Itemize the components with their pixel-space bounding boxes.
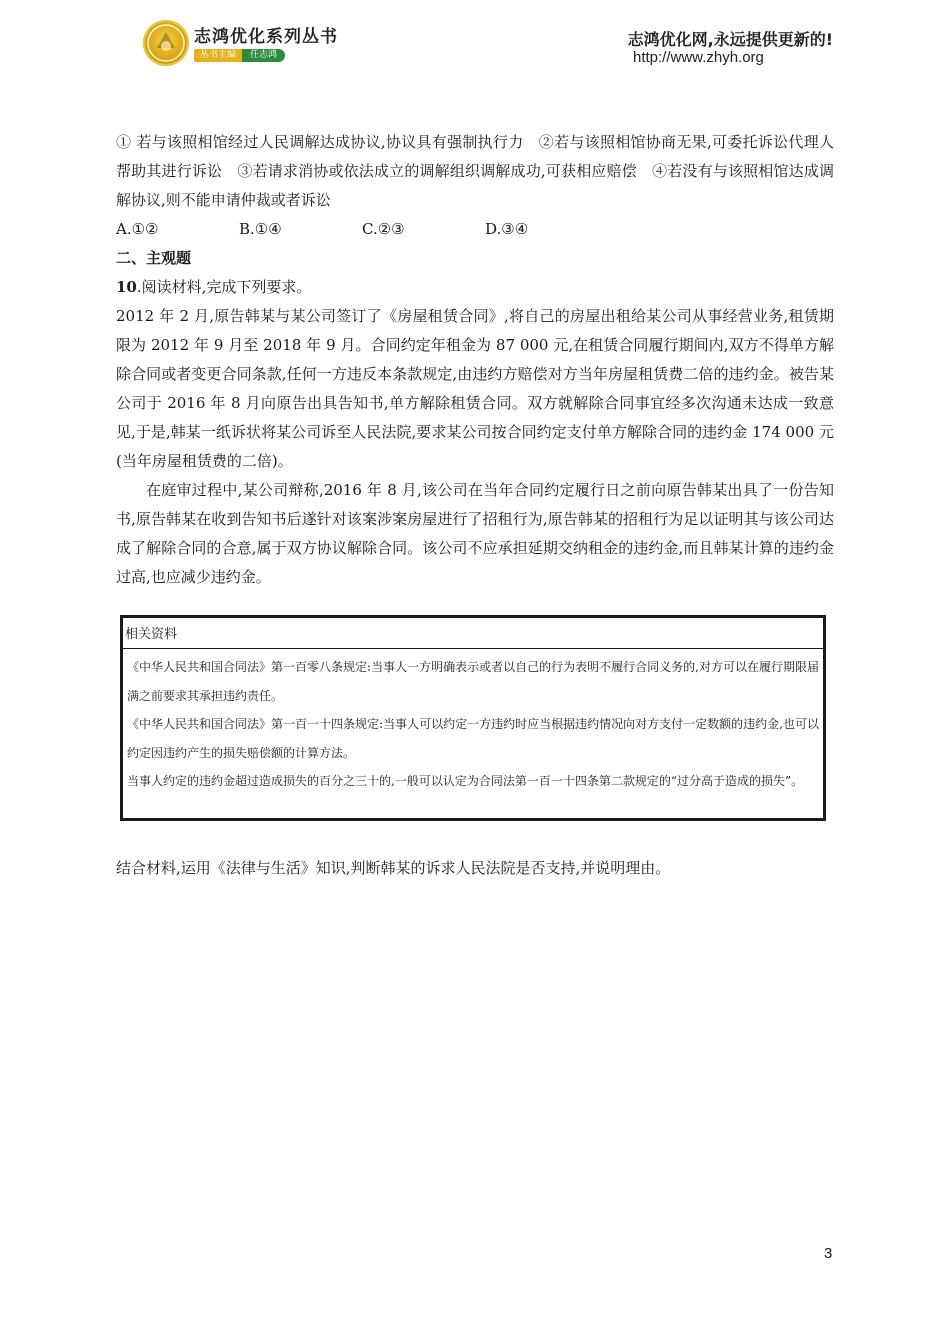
option-d: D.③④ [485,220,529,238]
q10-paragraph-1: 2012 年 2 月,原告韩某与某公司签订了《房屋租赁合同》,将自己的房屋出租给某公司从事经营业务,租赁期限为 2012 年 9 月至 2018 年 9 月。合同约定年租金为 87 000 元,在租赁合同履行期间内,双方不得单方解除合同或者变更合同条款,任何一方违反本条款规定,由违约方赔偿对方当年房屋租赁费二倍的违约金。被告某公司于 2016 年 8 月向原告出具告知书,单方解除租赁合同。双方就解除合同事宜经多次沟通未达成一致意见,于是,韩某一纸诉状将某公司诉至人民法院,要求某公司按合同约定支付单方解除合同的违约金 174 000 元(当年房屋租赁费的二倍)。 [116,307,834,470]
main-content [116,128,834,592]
reference-body [123,649,823,796]
editor-name: 任志鸿 [242,49,285,62]
q10-prompt-text: .阅读材料,完成下列要求。 [136,278,312,296]
option-c: C.②③ [362,220,405,238]
book-series-emblem-icon [143,20,189,66]
reference-box [120,615,826,821]
series-title: 志鸿优化系列丛书 [194,27,338,47]
reference-item: 《中华人民共和国合同法》第一百一十四条规定:当事人可以约定一方违约时应当根据违约情况向对方支付一定数额的违约金,也可以约定因违约产生的损失赔偿额的计算方法。 [127,717,819,760]
header-url[interactable]: http://www.zhyh.org [633,49,764,66]
reference-title: 相关资料 [123,618,823,649]
q10-prompt [116,273,834,302]
page-number: 3 [824,1245,833,1262]
editor-tag [194,49,285,62]
editor-label: 丛书主编 [194,49,242,62]
reference-item: 《中华人民共和国合同法》第一百零八条规定:当事人一方明确表示或者以自己的行为表明不履行合同义务的,对方可以在履行期限届满之前要求其承担违约责任。 [127,660,819,703]
q10-task: 结合材料,运用《法律与生活》知识,判断韩某的诉求人民法院是否支持,并说明理由。 [116,859,671,877]
q9-statements: ① 若与该照相馆经过人民调解达成协议,协议具有强制执行力 ②若与该照相馆协商无果,可委托诉讼代理人帮助其进行诉讼 ③若请求消协或依法成立的调解组织调解成功,可获相应赔偿 ④若没有与该照相馆达成调解协议,则不能申请仲裁或者诉讼 [116,133,834,209]
option-b: B.①④ [239,220,282,238]
header-slogan: 志鸿优化网,永远提供更新的! [627,30,833,49]
page-header [0,0,950,90]
q9-options [116,215,834,244]
option-a: A.①② [116,220,159,238]
q10-paragraph-2: 在庭审过程中,某公司辩称,2016 年 8 月,该公司在当年合同约定履行日之前向原告韩某出具了一份告知书,原告韩某在收到告知书后遂针对该案涉案房屋进行了招租行为,原告韩某的招租行为足以证明其与该公司达成了解除合同的合意,属于双方协议解除合同。该公司不应承担延期交纳租金的违约金,而且韩某计算的违约金过高,也应减少违约金。 [116,481,834,586]
section-title: 二、主观题 [116,249,192,267]
reference-item: 当事人约定的违约金超过造成损失的百分之三十的,一般可以认定为合同法第一百一十四条第二款规定的“过分高于造成的损失”。 [127,774,804,788]
q10-number: 10 [116,278,137,296]
